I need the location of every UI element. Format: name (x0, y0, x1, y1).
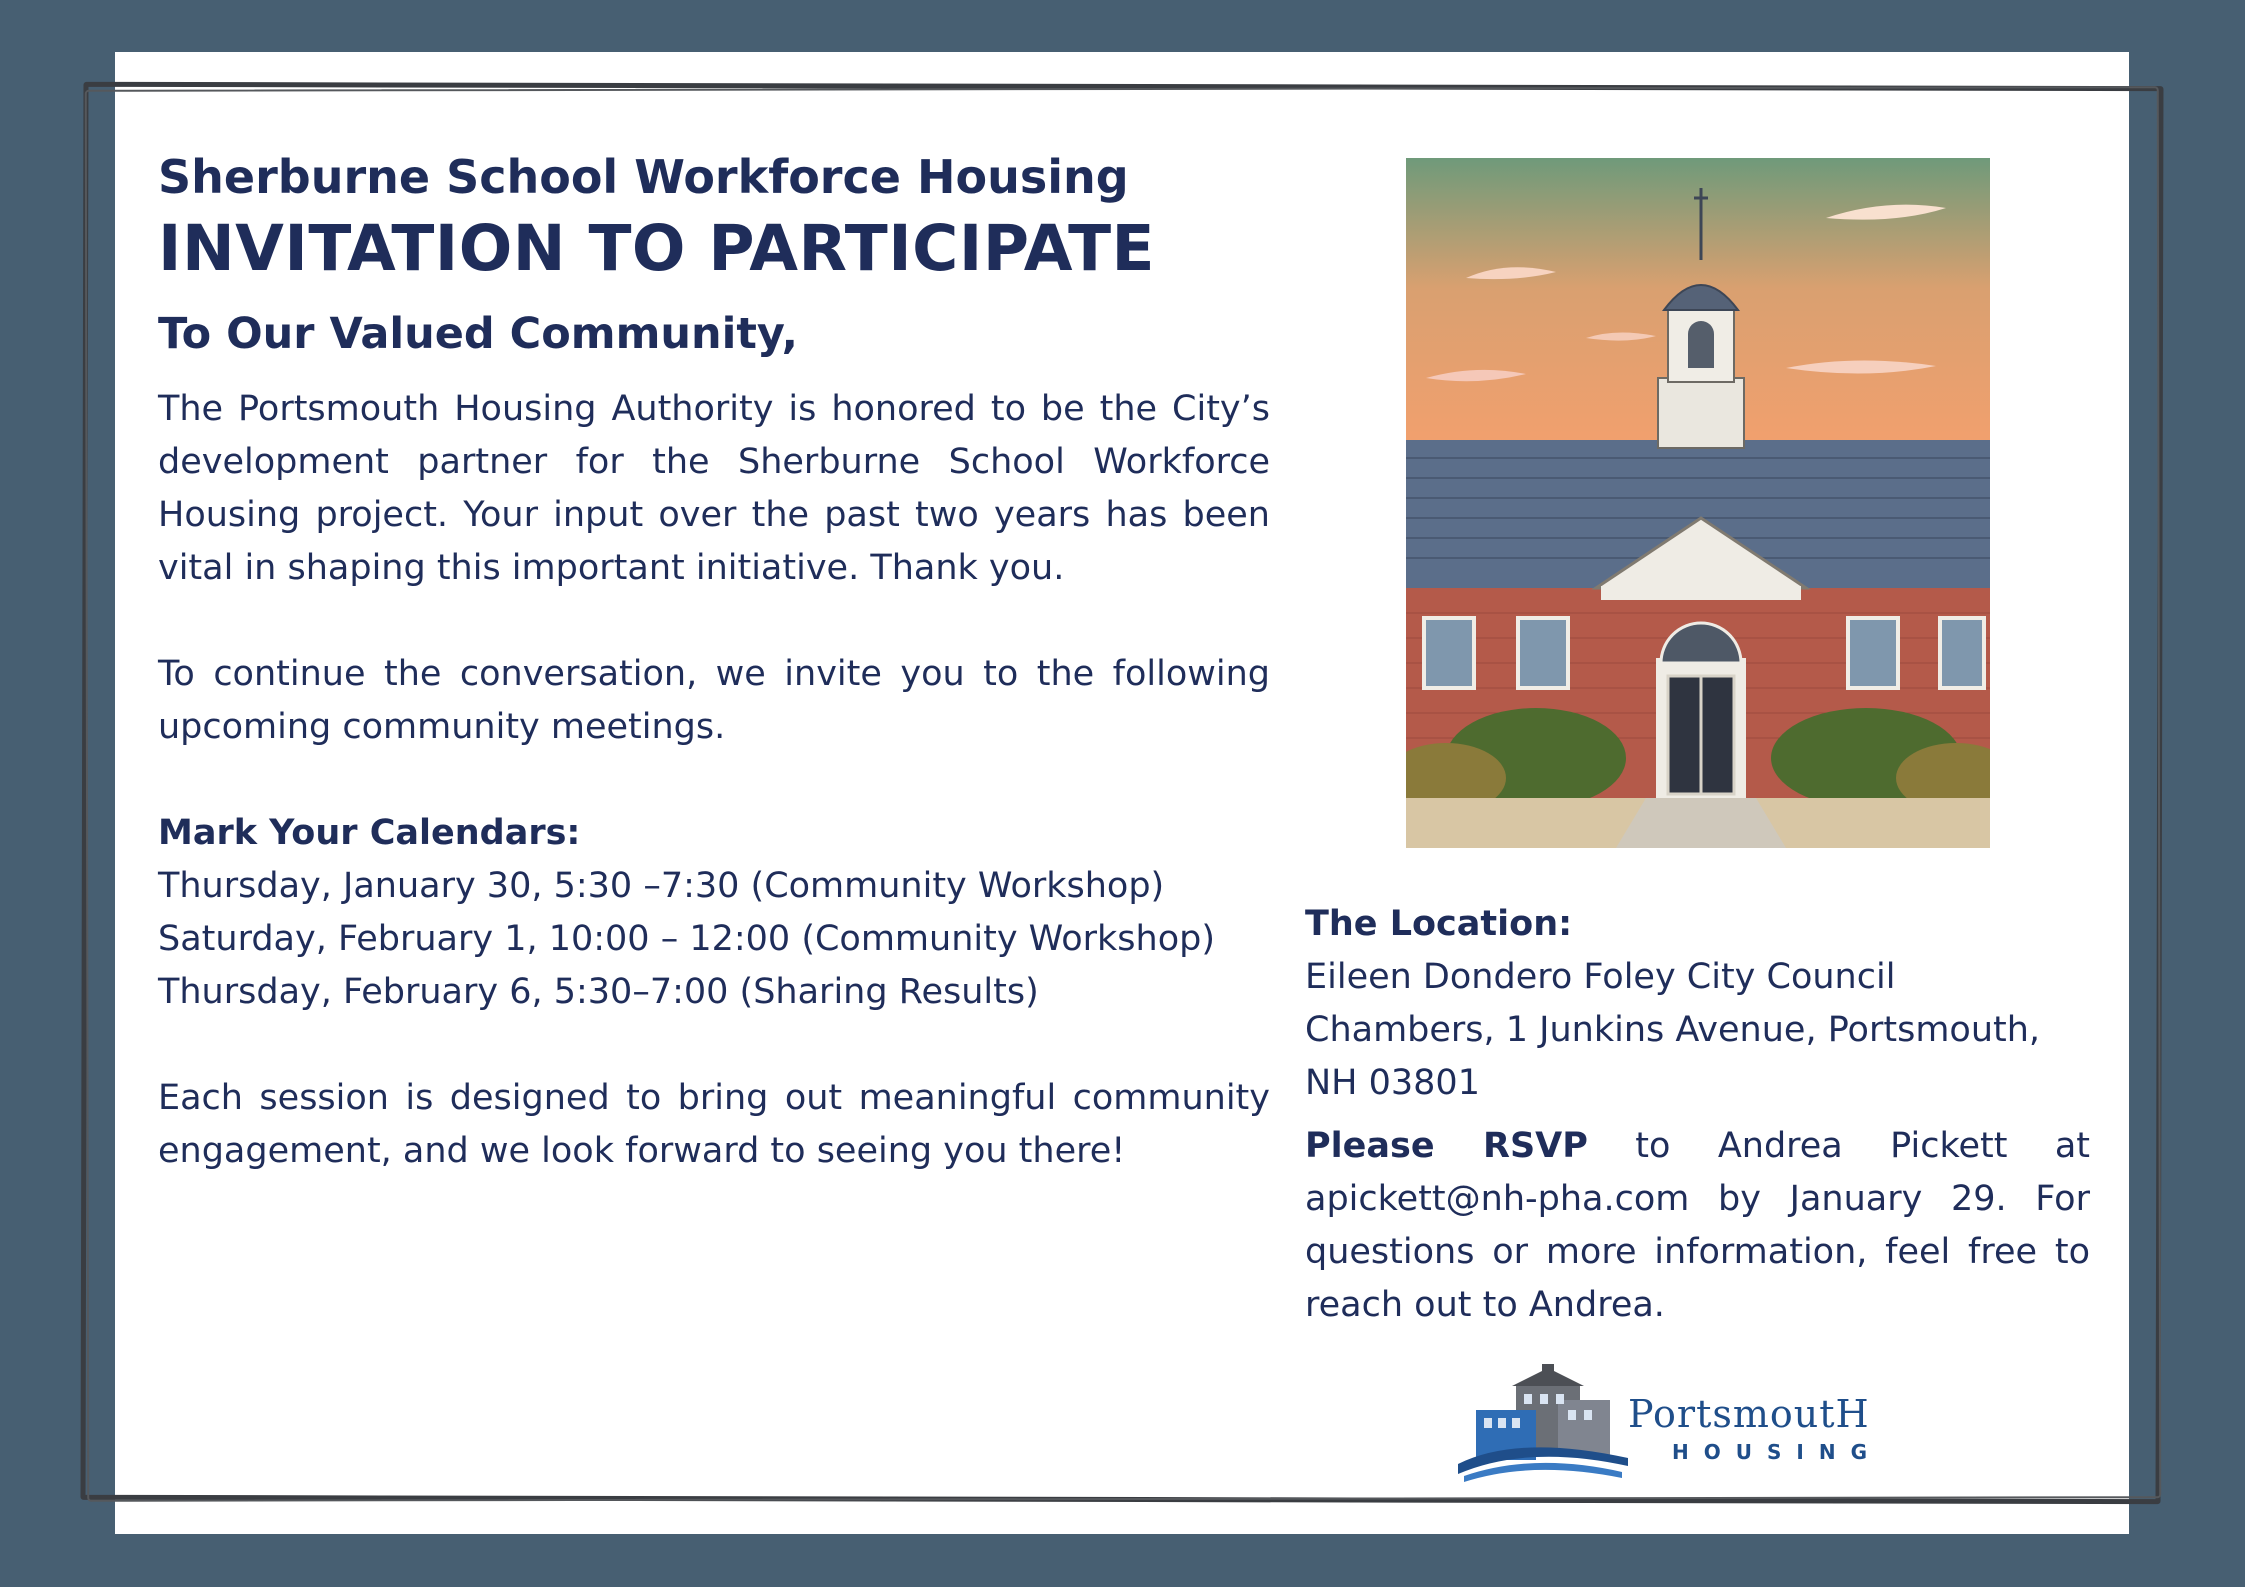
rsvp-lead: Please RSVP (1305, 1126, 1588, 1166)
location-address: Eileen Dondero Foley City Council Chambers, 1 Junkins Avenue, Portsmouth, NH 03801 (1305, 957, 2041, 1103)
portsmouth-housing-logo (1458, 1364, 1928, 1482)
calendar-event: Saturday, February 1, 10:00 – 12:00 (Community Workshop) (158, 918, 1215, 959)
calendar-event: Thursday, February 6, 5:30–7:00 (Sharing Results) (158, 971, 1039, 1012)
logo-name: PortsmoutH (1628, 1392, 1870, 1436)
closing-paragraph: Each session is designed to bring out meaningful community engagement, and we look forward to seeing you there! (158, 1077, 1270, 1171)
location-heading: The Location: (1305, 904, 1573, 944)
logo-subtitle: HOUSING (1672, 1440, 1882, 1464)
greeting: To Our Valued Community, (158, 308, 798, 359)
left-column (158, 150, 1270, 1178)
rsvp-paragraph (1305, 1120, 2090, 1332)
logo-building-icon (1458, 1364, 1628, 1482)
intro-paragraph: The Portsmouth Housing Authority is honored to be the City’s development partner for the Sherburne School Workforce Housing project. Your input over the past two years has been vital in shaping this important initiative. Thank you. (158, 388, 1270, 588)
right-column (1305, 898, 2090, 1332)
school-illustration (1406, 158, 1990, 848)
project-subtitle: Sherburne School Workforce Housing (158, 150, 1129, 204)
page-title: INVITATION TO PARTICIPATE (158, 212, 1156, 286)
calendar-event: Thursday, January 30, 5:30 –7:30 (Community Workshop) (158, 865, 1165, 906)
invite-paragraph: To continue the conversation, we invite you to the following upcoming community meetings. (158, 653, 1270, 747)
rsvp-text: to Andrea Pickett at apickett@nh-pha.com by January 29. For questions or more information, feel free to reach out to Andrea. (1305, 1126, 2090, 1325)
calendar-heading: Mark Your Calendars: (158, 812, 581, 853)
